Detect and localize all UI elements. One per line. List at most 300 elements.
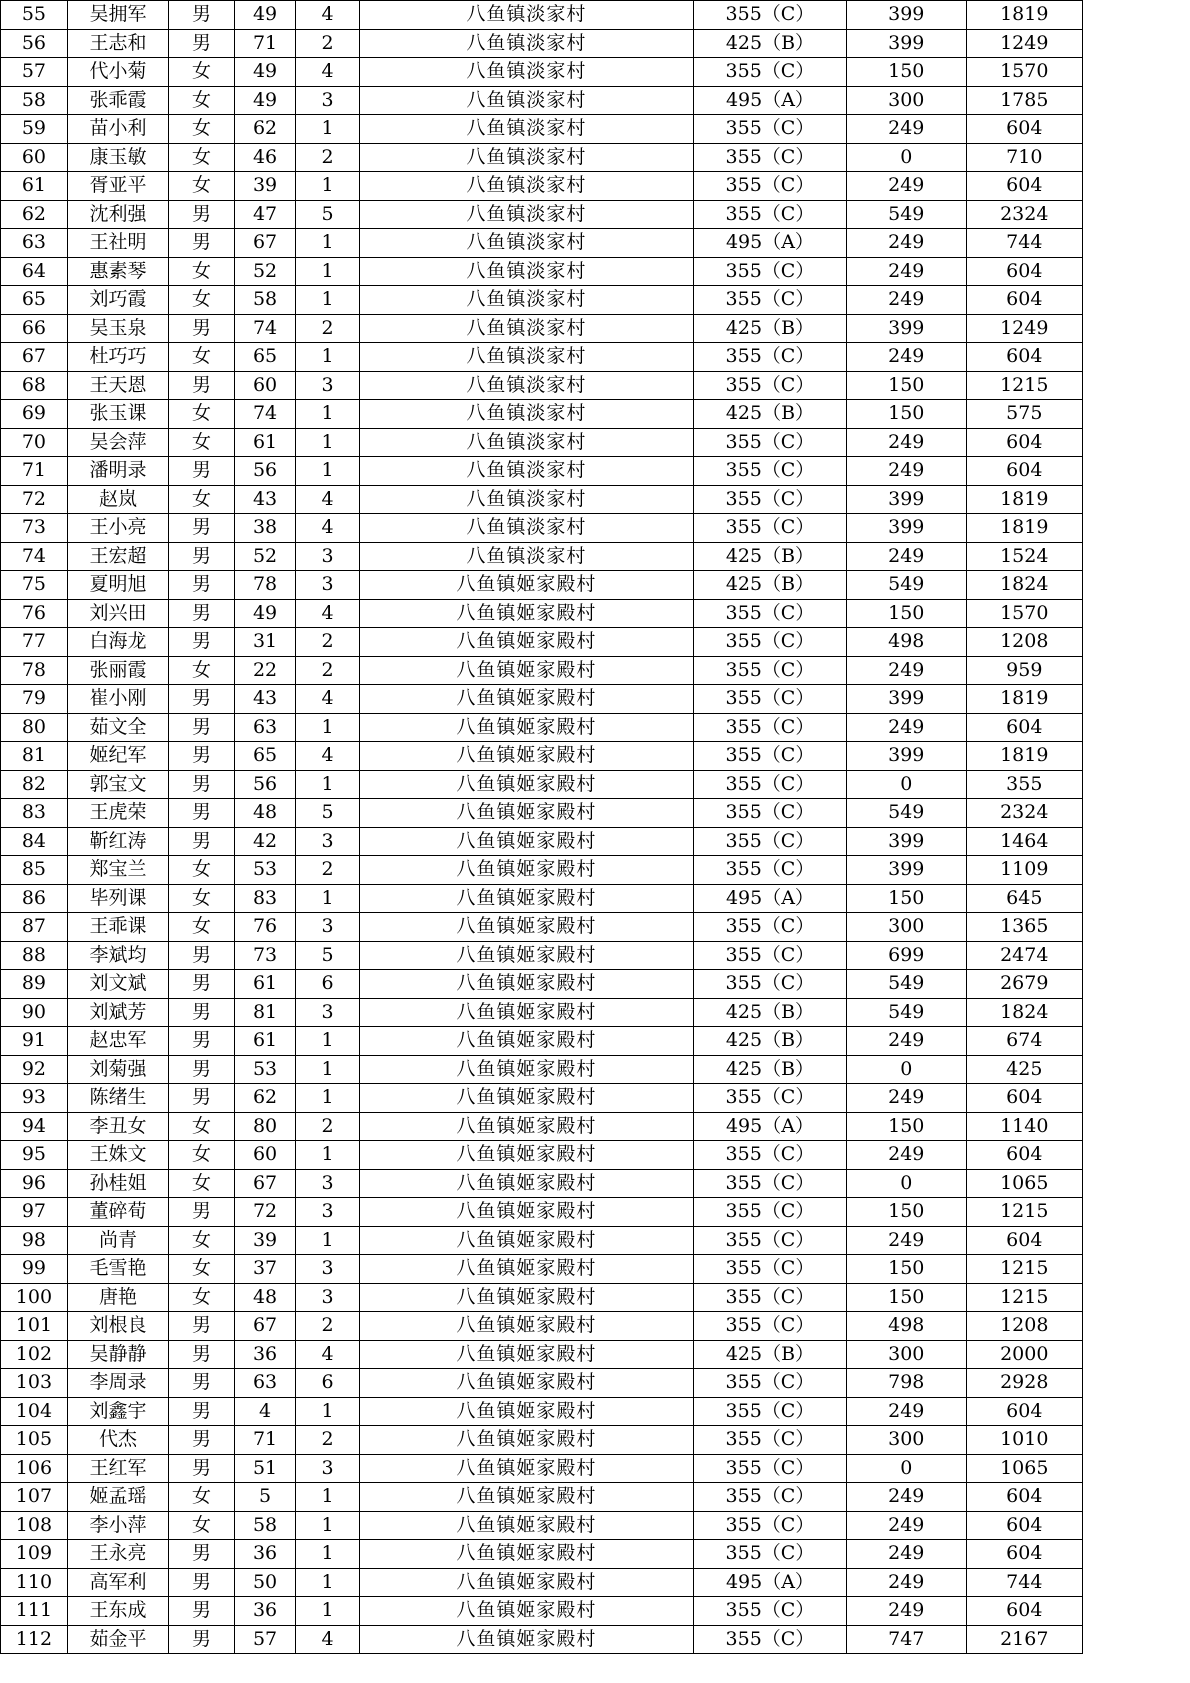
household-size-cell: 5 xyxy=(296,941,360,970)
village-cell: 八鱼镇淡家村 xyxy=(359,172,693,201)
household-size-cell: 5 xyxy=(296,200,360,229)
village-cell: 八鱼镇姬家殿村 xyxy=(359,1454,693,1483)
name-cell: 崔小刚 xyxy=(67,685,168,714)
table-row xyxy=(1,1426,1083,1455)
name-cell: 董碎荀 xyxy=(67,1198,168,1227)
total-cell: 604 xyxy=(966,115,1082,144)
row-number-cell: 85 xyxy=(1,856,68,885)
household-size-cell: 3 xyxy=(296,542,360,571)
standard-cell: 355（C） xyxy=(693,742,846,771)
name-cell: 毛雪艳 xyxy=(67,1255,168,1284)
age-cell: 36 xyxy=(234,1597,295,1626)
total-cell: 1249 xyxy=(966,29,1082,58)
gender-cell: 男 xyxy=(169,571,235,600)
age-cell: 48 xyxy=(234,1283,295,1312)
subsidy-cell: 150 xyxy=(846,371,966,400)
subsidy-cell: 150 xyxy=(846,400,966,429)
age-cell: 42 xyxy=(234,827,295,856)
village-cell: 八鱼镇姬家殿村 xyxy=(359,1055,693,1084)
gender-cell: 女 xyxy=(169,58,235,87)
subsidy-cell: 150 xyxy=(846,1255,966,1284)
subsidy-cell: 399 xyxy=(846,856,966,885)
village-cell: 八鱼镇姬家殿村 xyxy=(359,1397,693,1426)
standard-cell: 355（C） xyxy=(693,941,846,970)
subsidy-cell: 249 xyxy=(846,1568,966,1597)
row-number-cell: 56 xyxy=(1,29,68,58)
total-cell: 2679 xyxy=(966,970,1082,999)
subsidy-cell: 249 xyxy=(846,172,966,201)
total-cell: 1819 xyxy=(966,685,1082,714)
standard-cell: 355（C） xyxy=(693,428,846,457)
table-row xyxy=(1,1255,1083,1284)
name-cell: 王姝文 xyxy=(67,1141,168,1170)
village-cell: 八鱼镇淡家村 xyxy=(359,343,693,372)
total-cell: 1785 xyxy=(966,86,1082,115)
age-cell: 74 xyxy=(234,400,295,429)
table-row xyxy=(1,1226,1083,1255)
table-row xyxy=(1,1198,1083,1227)
standard-cell: 355（C） xyxy=(693,485,846,514)
gender-cell: 女 xyxy=(169,400,235,429)
village-cell: 八鱼镇淡家村 xyxy=(359,257,693,286)
standard-cell: 355（C） xyxy=(693,799,846,828)
standard-cell: 355（C） xyxy=(693,1369,846,1398)
gender-cell: 男 xyxy=(169,314,235,343)
subsidy-cell: 399 xyxy=(846,514,966,543)
gender-cell: 女 xyxy=(169,656,235,685)
age-cell: 65 xyxy=(234,742,295,771)
row-number-cell: 72 xyxy=(1,485,68,514)
total-cell: 645 xyxy=(966,884,1082,913)
total-cell: 604 xyxy=(966,257,1082,286)
subsidy-cell: 0 xyxy=(846,1454,966,1483)
village-cell: 八鱼镇姬家殿村 xyxy=(359,827,693,856)
row-number-cell: 92 xyxy=(1,1055,68,1084)
name-cell: 姬纪军 xyxy=(67,742,168,771)
name-cell: 代杰 xyxy=(67,1426,168,1455)
gender-cell: 女 xyxy=(169,1483,235,1512)
standard-cell: 355（C） xyxy=(693,200,846,229)
household-size-cell: 2 xyxy=(296,1312,360,1341)
village-cell: 八鱼镇姬家殿村 xyxy=(359,1198,693,1227)
subsidy-cell: 549 xyxy=(846,200,966,229)
table-row xyxy=(1,1540,1083,1569)
standard-cell: 355（C） xyxy=(693,685,846,714)
age-cell: 61 xyxy=(234,970,295,999)
total-cell: 1524 xyxy=(966,542,1082,571)
row-number-cell: 71 xyxy=(1,457,68,486)
household-size-cell: 1 xyxy=(296,172,360,201)
table-row xyxy=(1,457,1083,486)
gender-cell: 男 xyxy=(169,1454,235,1483)
row-number-cell: 64 xyxy=(1,257,68,286)
age-cell: 50 xyxy=(234,1568,295,1597)
total-cell: 1215 xyxy=(966,1255,1082,1284)
table-row xyxy=(1,428,1083,457)
total-cell: 604 xyxy=(966,1226,1082,1255)
village-cell: 八鱼镇淡家村 xyxy=(359,485,693,514)
total-cell: 425 xyxy=(966,1055,1082,1084)
subsidy-cell: 249 xyxy=(846,115,966,144)
village-cell: 八鱼镇姬家殿村 xyxy=(359,1369,693,1398)
household-size-cell: 1 xyxy=(296,257,360,286)
village-cell: 八鱼镇姬家殿村 xyxy=(359,998,693,1027)
village-cell: 八鱼镇姬家殿村 xyxy=(359,1568,693,1597)
household-size-cell: 2 xyxy=(296,856,360,885)
age-cell: 36 xyxy=(234,1340,295,1369)
row-number-cell: 98 xyxy=(1,1226,68,1255)
household-size-cell: 1 xyxy=(296,1141,360,1170)
row-number-cell: 83 xyxy=(1,799,68,828)
subsidy-cell: 399 xyxy=(846,314,966,343)
household-size-cell: 3 xyxy=(296,1283,360,1312)
gender-cell: 女 xyxy=(169,172,235,201)
village-cell: 八鱼镇姬家殿村 xyxy=(359,970,693,999)
name-cell: 代小菊 xyxy=(67,58,168,87)
gender-cell: 男 xyxy=(169,599,235,628)
row-number-cell: 63 xyxy=(1,229,68,258)
total-cell: 604 xyxy=(966,1397,1082,1426)
subsidy-cell: 249 xyxy=(846,343,966,372)
table-row xyxy=(1,856,1083,885)
name-cell: 刘巧霞 xyxy=(67,286,168,315)
gender-cell: 男 xyxy=(169,799,235,828)
gender-cell: 男 xyxy=(169,542,235,571)
age-cell: 38 xyxy=(234,514,295,543)
household-size-cell: 4 xyxy=(296,1,360,30)
total-cell: 2324 xyxy=(966,200,1082,229)
total-cell: 604 xyxy=(966,1084,1082,1113)
row-number-cell: 66 xyxy=(1,314,68,343)
village-cell: 八鱼镇姬家殿村 xyxy=(359,1426,693,1455)
total-cell: 604 xyxy=(966,1483,1082,1512)
village-cell: 八鱼镇淡家村 xyxy=(359,457,693,486)
gender-cell: 男 xyxy=(169,970,235,999)
standard-cell: 355（C） xyxy=(693,1283,846,1312)
name-cell: 毕列课 xyxy=(67,884,168,913)
name-cell: 赵忠军 xyxy=(67,1027,168,1056)
household-size-cell: 1 xyxy=(296,428,360,457)
gender-cell: 男 xyxy=(169,1198,235,1227)
household-size-cell: 4 xyxy=(296,485,360,514)
table-row xyxy=(1,742,1083,771)
household-size-cell: 3 xyxy=(296,827,360,856)
name-cell: 王小亮 xyxy=(67,514,168,543)
subsidy-cell: 747 xyxy=(846,1625,966,1654)
row-number-cell: 87 xyxy=(1,913,68,942)
household-size-cell: 3 xyxy=(296,1198,360,1227)
household-size-cell: 2 xyxy=(296,656,360,685)
household-size-cell: 1 xyxy=(296,1483,360,1512)
subsidy-cell: 399 xyxy=(846,827,966,856)
row-number-cell: 75 xyxy=(1,571,68,600)
row-number-cell: 101 xyxy=(1,1312,68,1341)
village-cell: 八鱼镇姬家殿村 xyxy=(359,1226,693,1255)
name-cell: 王天恩 xyxy=(67,371,168,400)
standard-cell: 495（A） xyxy=(693,229,846,258)
subsidy-cell: 249 xyxy=(846,1084,966,1113)
gender-cell: 女 xyxy=(169,1169,235,1198)
row-number-cell: 59 xyxy=(1,115,68,144)
name-cell: 李斌均 xyxy=(67,941,168,970)
total-cell: 1109 xyxy=(966,856,1082,885)
age-cell: 58 xyxy=(234,1511,295,1540)
total-cell: 604 xyxy=(966,1540,1082,1569)
table-row xyxy=(1,115,1083,144)
village-cell: 八鱼镇淡家村 xyxy=(359,542,693,571)
village-cell: 八鱼镇姬家殿村 xyxy=(359,941,693,970)
standard-cell: 355（C） xyxy=(693,713,846,742)
village-cell: 八鱼镇淡家村 xyxy=(359,400,693,429)
gender-cell: 男 xyxy=(169,1597,235,1626)
standard-cell: 425（B） xyxy=(693,29,846,58)
subsidy-cell: 498 xyxy=(846,1312,966,1341)
table-row xyxy=(1,1568,1083,1597)
household-size-cell: 3 xyxy=(296,998,360,1027)
subsidy-cell: 549 xyxy=(846,571,966,600)
age-cell: 57 xyxy=(234,1625,295,1654)
subsidy-cell: 549 xyxy=(846,970,966,999)
standard-cell: 495（A） xyxy=(693,86,846,115)
table-row xyxy=(1,884,1083,913)
name-cell: 茹金平 xyxy=(67,1625,168,1654)
subsidy-cell: 699 xyxy=(846,941,966,970)
name-cell: 李小萍 xyxy=(67,1511,168,1540)
standard-cell: 355（C） xyxy=(693,1540,846,1569)
subsidy-cell: 0 xyxy=(846,1055,966,1084)
village-cell: 八鱼镇姬家殿村 xyxy=(359,1312,693,1341)
household-size-cell: 4 xyxy=(296,514,360,543)
gender-cell: 男 xyxy=(169,1540,235,1569)
age-cell: 67 xyxy=(234,1169,295,1198)
row-number-cell: 112 xyxy=(1,1625,68,1654)
name-cell: 胥亚平 xyxy=(67,172,168,201)
household-size-cell: 4 xyxy=(296,58,360,87)
table-body xyxy=(1,1,1083,1654)
standard-cell: 355（C） xyxy=(693,115,846,144)
standard-cell: 355（C） xyxy=(693,1483,846,1512)
standard-cell: 355（C） xyxy=(693,1397,846,1426)
total-cell: 744 xyxy=(966,1568,1082,1597)
total-cell: 355 xyxy=(966,770,1082,799)
household-size-cell: 4 xyxy=(296,685,360,714)
village-cell: 八鱼镇姬家殿村 xyxy=(359,1340,693,1369)
age-cell: 76 xyxy=(234,913,295,942)
total-cell: 604 xyxy=(966,1597,1082,1626)
village-cell: 八鱼镇姬家殿村 xyxy=(359,1625,693,1654)
gender-cell: 女 xyxy=(169,884,235,913)
gender-cell: 男 xyxy=(169,770,235,799)
village-cell: 八鱼镇姬家殿村 xyxy=(359,1511,693,1540)
age-cell: 61 xyxy=(234,428,295,457)
table-row xyxy=(1,998,1083,1027)
village-cell: 八鱼镇姬家殿村 xyxy=(359,599,693,628)
household-size-cell: 1 xyxy=(296,1568,360,1597)
household-size-cell: 1 xyxy=(296,1540,360,1569)
gender-cell: 男 xyxy=(169,1426,235,1455)
name-cell: 姬孟瑶 xyxy=(67,1483,168,1512)
gender-cell: 男 xyxy=(169,628,235,657)
gender-cell: 女 xyxy=(169,286,235,315)
standard-cell: 355（C） xyxy=(693,58,846,87)
household-size-cell: 4 xyxy=(296,1625,360,1654)
total-cell: 604 xyxy=(966,713,1082,742)
household-size-cell: 1 xyxy=(296,229,360,258)
standard-cell: 355（C） xyxy=(693,856,846,885)
table-row xyxy=(1,685,1083,714)
standard-cell: 355（C） xyxy=(693,1198,846,1227)
subsidy-cell: 249 xyxy=(846,1397,966,1426)
village-cell: 八鱼镇淡家村 xyxy=(359,86,693,115)
total-cell: 1215 xyxy=(966,1283,1082,1312)
subsidy-cell: 549 xyxy=(846,799,966,828)
village-cell: 八鱼镇姬家殿村 xyxy=(359,884,693,913)
village-cell: 八鱼镇淡家村 xyxy=(359,314,693,343)
name-cell: 吴玉泉 xyxy=(67,314,168,343)
name-cell: 王社明 xyxy=(67,229,168,258)
row-number-cell: 93 xyxy=(1,1084,68,1113)
village-cell: 八鱼镇淡家村 xyxy=(359,229,693,258)
household-size-cell: 1 xyxy=(296,1226,360,1255)
household-size-cell: 4 xyxy=(296,1340,360,1369)
household-size-cell: 2 xyxy=(296,1112,360,1141)
name-cell: 康玉敏 xyxy=(67,143,168,172)
village-cell: 八鱼镇淡家村 xyxy=(359,428,693,457)
name-cell: 潘明录 xyxy=(67,457,168,486)
standard-cell: 355（C） xyxy=(693,371,846,400)
total-cell: 604 xyxy=(966,1141,1082,1170)
household-size-cell: 3 xyxy=(296,1454,360,1483)
gender-cell: 女 xyxy=(169,856,235,885)
row-number-cell: 68 xyxy=(1,371,68,400)
village-cell: 八鱼镇淡家村 xyxy=(359,286,693,315)
row-number-cell: 77 xyxy=(1,628,68,657)
total-cell: 1208 xyxy=(966,1312,1082,1341)
subsidy-cell: 150 xyxy=(846,1283,966,1312)
subsidy-cell: 249 xyxy=(846,1597,966,1626)
row-number-cell: 109 xyxy=(1,1540,68,1569)
table-row xyxy=(1,286,1083,315)
table-row xyxy=(1,713,1083,742)
table-row xyxy=(1,941,1083,970)
standard-cell: 355（C） xyxy=(693,970,846,999)
table-row xyxy=(1,1369,1083,1398)
total-cell: 1065 xyxy=(966,1454,1082,1483)
name-cell: 刘兴田 xyxy=(67,599,168,628)
name-cell: 陈绪生 xyxy=(67,1084,168,1113)
total-cell: 604 xyxy=(966,343,1082,372)
standard-cell: 425（B） xyxy=(693,1340,846,1369)
total-cell: 604 xyxy=(966,1511,1082,1540)
table-row xyxy=(1,143,1083,172)
total-cell: 744 xyxy=(966,229,1082,258)
name-cell: 王宏超 xyxy=(67,542,168,571)
household-size-cell: 1 xyxy=(296,1027,360,1056)
row-number-cell: 89 xyxy=(1,970,68,999)
row-number-cell: 91 xyxy=(1,1027,68,1056)
gender-cell: 男 xyxy=(169,742,235,771)
table-row xyxy=(1,29,1083,58)
age-cell: 67 xyxy=(234,1312,295,1341)
household-size-cell: 4 xyxy=(296,599,360,628)
standard-cell: 355（C） xyxy=(693,1255,846,1284)
household-size-cell: 2 xyxy=(296,29,360,58)
standard-cell: 355（C） xyxy=(693,286,846,315)
age-cell: 62 xyxy=(234,1084,295,1113)
village-cell: 八鱼镇姬家殿村 xyxy=(359,685,693,714)
name-cell: 郭宝文 xyxy=(67,770,168,799)
gender-cell: 男 xyxy=(169,941,235,970)
standard-cell: 355（C） xyxy=(693,770,846,799)
age-cell: 46 xyxy=(234,143,295,172)
subsidy-cell: 249 xyxy=(846,542,966,571)
name-cell: 吴拥军 xyxy=(67,1,168,30)
gender-cell: 男 xyxy=(169,371,235,400)
household-size-cell: 2 xyxy=(296,1426,360,1455)
row-number-cell: 99 xyxy=(1,1255,68,1284)
standard-cell: 355（C） xyxy=(693,827,846,856)
household-size-cell: 3 xyxy=(296,371,360,400)
household-size-cell: 1 xyxy=(296,1511,360,1540)
row-number-cell: 62 xyxy=(1,200,68,229)
standard-cell: 355（C） xyxy=(693,343,846,372)
row-number-cell: 60 xyxy=(1,143,68,172)
age-cell: 63 xyxy=(234,1369,295,1398)
table-row xyxy=(1,913,1083,942)
standard-cell: 355（C） xyxy=(693,1141,846,1170)
age-cell: 52 xyxy=(234,257,295,286)
total-cell: 604 xyxy=(966,428,1082,457)
age-cell: 73 xyxy=(234,941,295,970)
age-cell: 39 xyxy=(234,172,295,201)
name-cell: 尚青 xyxy=(67,1226,168,1255)
row-number-cell: 106 xyxy=(1,1454,68,1483)
row-number-cell: 76 xyxy=(1,599,68,628)
age-cell: 5 xyxy=(234,1483,295,1512)
village-cell: 八鱼镇姬家殿村 xyxy=(359,742,693,771)
household-size-cell: 1 xyxy=(296,457,360,486)
subsidy-cell: 0 xyxy=(846,770,966,799)
standard-cell: 425（B） xyxy=(693,542,846,571)
table-row xyxy=(1,542,1083,571)
gender-cell: 女 xyxy=(169,428,235,457)
subsidy-cell: 549 xyxy=(846,998,966,1027)
household-size-cell: 1 xyxy=(296,1397,360,1426)
standard-cell: 355（C） xyxy=(693,1312,846,1341)
total-cell: 959 xyxy=(966,656,1082,685)
gender-cell: 女 xyxy=(169,1255,235,1284)
age-cell: 56 xyxy=(234,770,295,799)
age-cell: 49 xyxy=(234,58,295,87)
table-row xyxy=(1,86,1083,115)
row-number-cell: 86 xyxy=(1,884,68,913)
gender-cell: 男 xyxy=(169,998,235,1027)
standard-cell: 355（C） xyxy=(693,1426,846,1455)
village-cell: 八鱼镇淡家村 xyxy=(359,514,693,543)
subsidy-cell: 249 xyxy=(846,1540,966,1569)
table-row xyxy=(1,1397,1083,1426)
total-cell: 1365 xyxy=(966,913,1082,942)
table-row xyxy=(1,1483,1083,1512)
household-size-cell: 6 xyxy=(296,1369,360,1398)
subsidy-cell: 249 xyxy=(846,1226,966,1255)
table-row xyxy=(1,1027,1083,1056)
subsidy-cell: 249 xyxy=(846,656,966,685)
standard-cell: 355（C） xyxy=(693,1226,846,1255)
name-cell: 刘斌芳 xyxy=(67,998,168,1027)
subsidy-cell: 300 xyxy=(846,1426,966,1455)
subsidy-cell: 300 xyxy=(846,1340,966,1369)
